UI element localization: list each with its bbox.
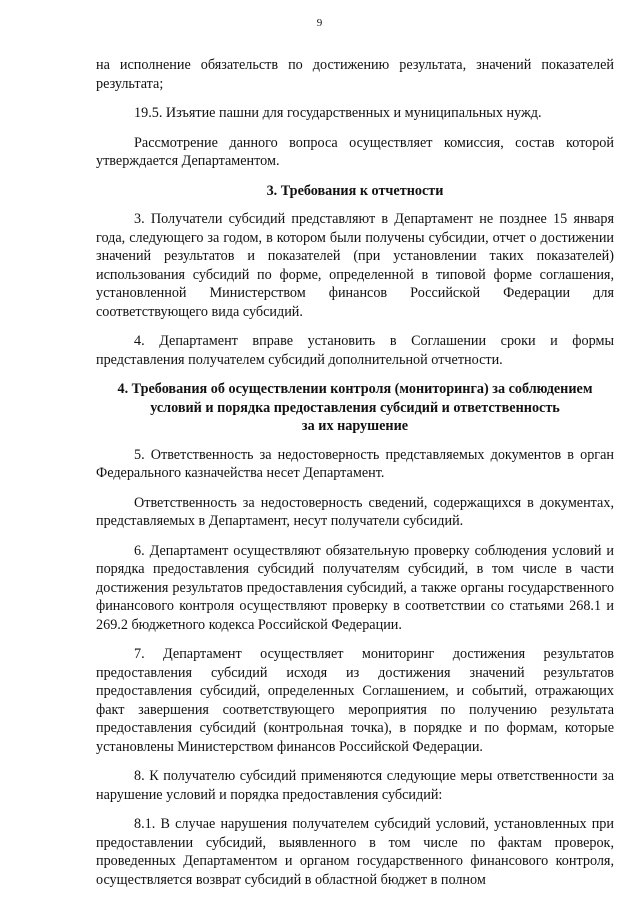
paragraph-7: 7. Департамент осуществляет мониторинг достижения результатов предоставления субсидий исходя из достижения значений результатов предоставления субсидий, определенных Соглашением, и событий, отражающих факт завершения соответствующего мероприятия по получению результата предоставления субсидий (контрольная точка), в порядке и по формам, которые установлены Министерством финансов Российской Федерации. — [96, 646, 614, 755]
section-4-heading-line3: за их нарушение — [301, 418, 409, 434]
paragraph-5b: Ответственность за недостоверность сведений, содержащихся в документах, представляемых в Департамент, несут получатели субсидий. — [96, 494, 614, 529]
paragraph-continuation: на исполнение обязательств по достижению результата, значений показателей результата; — [96, 57, 614, 92]
section-4-heading — [96, 380, 614, 436]
paragraph-8: 8. К получателю субсидий применяются следующие меры ответственности за нарушение условий и порядка предоставления субсидий: — [96, 768, 614, 803]
section-3-heading: 3. Требования к отчетности — [266, 182, 444, 199]
paragraph-3: 3. Получатели субсидий представляют в Департамент не позднее 15 января года, следующего за годом, в котором были получены субсидии, отчет о достижении значений результатов и показателей (при установлении таких показателей) использования субсидий по форме, определенной в типовой форме соглашения, установленной Министерством финансов Российской Федерации для соответствующего вида субсидий. — [96, 211, 614, 320]
document-body — [96, 56, 614, 900]
paragraph-19-5: 19.5. Изъятие пашни для государственных и муниципальных нужд. — [134, 105, 542, 121]
section-4-heading-line2: условий и порядка предоставления субсидий и ответственность — [150, 399, 560, 416]
paragraph-commission: Рассмотрение данного вопроса осуществляет комиссия, состав которой утверждается Департаментом. — [96, 134, 614, 169]
paragraph-4: 4. Департамент вправе установить в Соглашении сроки и формы представления получателем субсидий дополнительной отчетности. — [96, 333, 614, 368]
paragraph-5: 5. Ответственность за недостоверность представляемых документов в орган Федерального казначейства несет Департамент. — [96, 446, 614, 481]
section-4-heading-line1: 4. Требования об осуществлении контроля (мониторинга) за соблюдением — [117, 381, 593, 397]
paragraph-6: 6. Департамент осуществляют обязательную проверку соблюдения условий и порядка предоставления субсидий получателям субсидий, в том числе в части достижения результатов предоставления субсидий, а также органы государственного финансового контроля осуществляют проверку в соответствии со статьями 268.1 и 269.2 бюджетного кодекса Российской Федерации. — [96, 542, 614, 633]
paragraph-8-1: 8.1. В случае нарушения получателем субсидий условий, установленных при предоставлении субсидий, выявленного в том числе по фактам проверок, проведенных Департаментом и органом государственного финансового контроля, осуществляется возврат субсидий в областной бюджет в полном — [96, 816, 614, 888]
page-number: 9 — [316, 17, 323, 29]
